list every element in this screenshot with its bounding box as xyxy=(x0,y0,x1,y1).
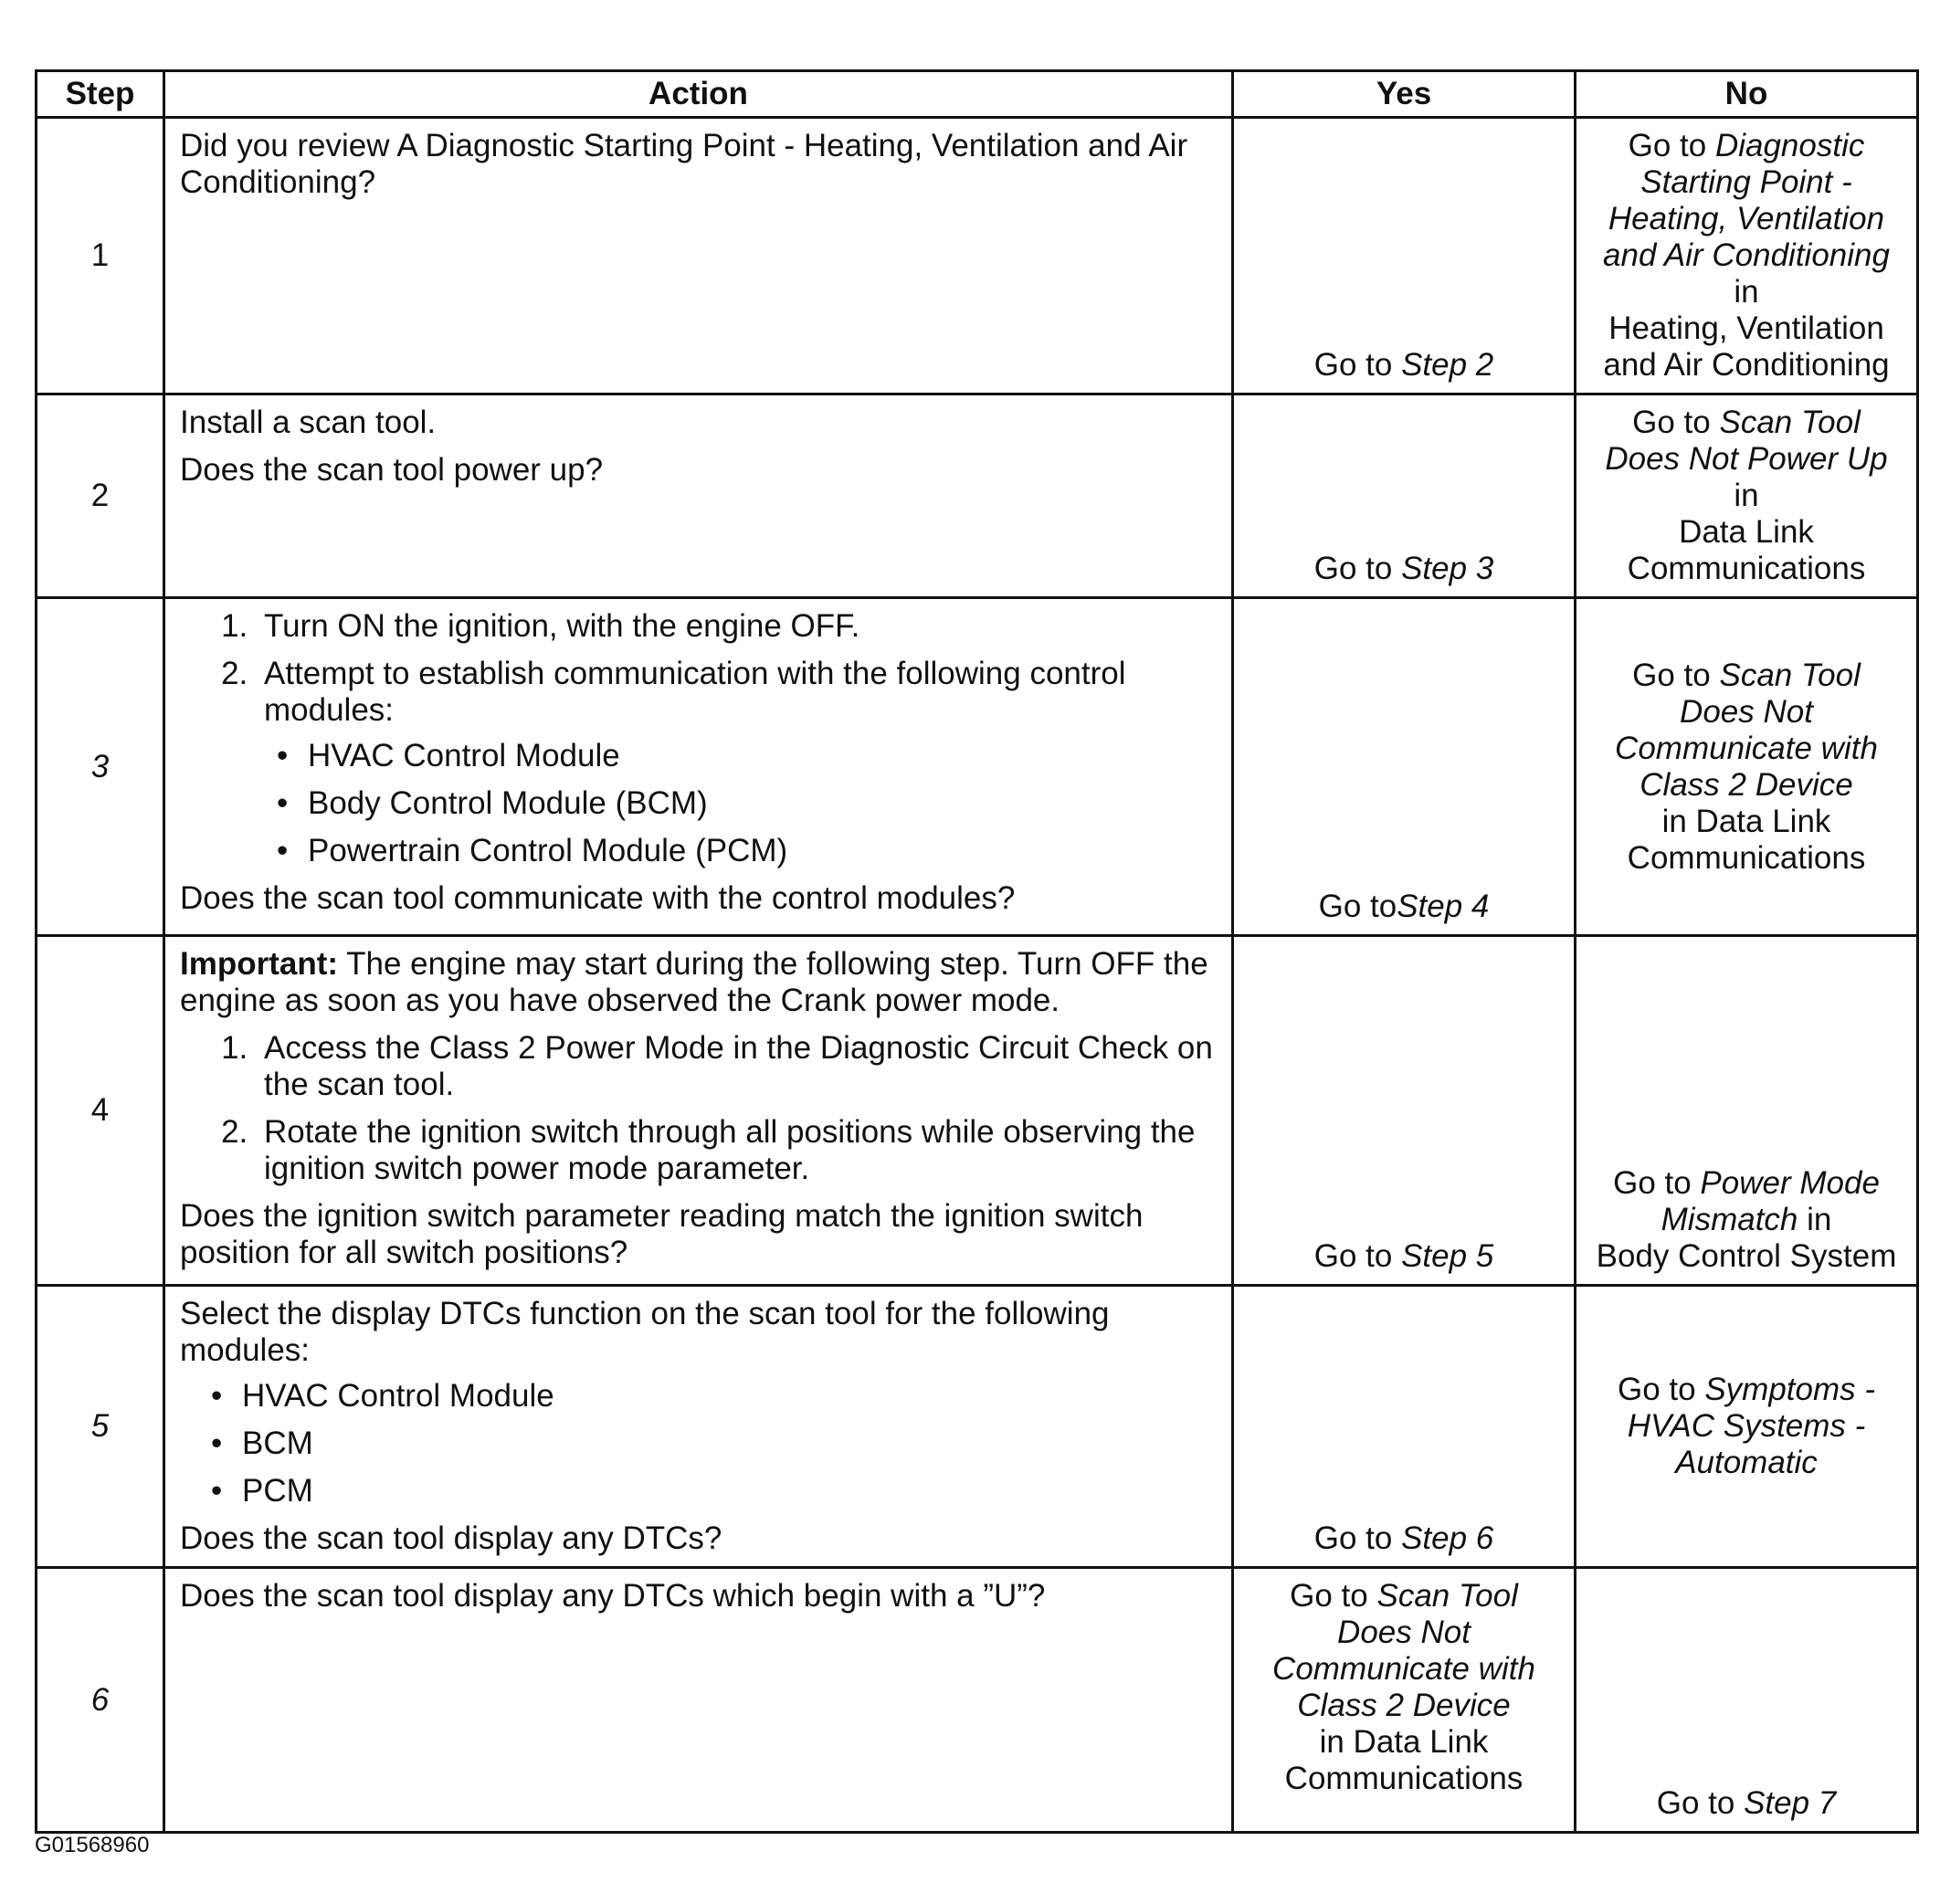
list-item-text: Attempt to establish communication with the following control modules: xyxy=(264,656,1126,728)
numbered-list xyxy=(180,608,1217,869)
bullet-item: • Body Control Module (BCM) xyxy=(277,785,1217,822)
action-cell xyxy=(164,394,1233,598)
no-cell xyxy=(1576,118,1918,394)
no-link[interactable]: Scan Tool Does Not Communicate with Class 2 Device xyxy=(1615,657,1878,803)
no-link[interactable]: Power Mode Mismatch xyxy=(1661,1165,1880,1237)
no-section: Body Control System xyxy=(1596,1238,1897,1274)
no-section: Heating, Ventilation and Air Conditioning xyxy=(1603,310,1890,383)
no-prefix: Go to xyxy=(1628,128,1715,163)
figure-id: G01568960 xyxy=(35,1833,150,1857)
no-in: in xyxy=(1734,478,1759,513)
diagnostic-table xyxy=(35,69,1919,1834)
numbered-list xyxy=(180,1030,1217,1187)
no-in: in xyxy=(1798,1202,1832,1237)
table-row xyxy=(37,936,1918,1286)
list-item: 2. Rotate the ignition switch through all positions while observing the ignition switch power mode parameter. xyxy=(257,1114,1217,1187)
action-question: Does the scan tool communicate with the control modules? xyxy=(180,880,1016,916)
yes-section: in Data Link Communications xyxy=(1284,1724,1524,1796)
list-item: 1. Turn ON the ignition, with the engine OFF. xyxy=(257,608,1217,645)
action-cell xyxy=(164,1568,1233,1833)
yes-prefix: Go to xyxy=(1313,1520,1402,1556)
yes-cell xyxy=(1233,1286,1576,1568)
header-step: Step xyxy=(37,71,164,118)
bullet-item: • Powertrain Control Module (PCM) xyxy=(277,833,1217,869)
yes-prefix: Go to xyxy=(1290,1578,1377,1614)
no-cell xyxy=(1576,936,1918,1286)
yes-cell xyxy=(1233,598,1576,936)
table-row xyxy=(37,1568,1918,1833)
yes-link[interactable]: Step 5 xyxy=(1401,1238,1494,1274)
no-cell xyxy=(1576,1286,1918,1568)
step-number: 1 xyxy=(37,118,164,394)
yes-link[interactable]: Step 4 xyxy=(1397,889,1490,924)
list-item xyxy=(257,656,1217,869)
yes-link[interactable]: Step 6 xyxy=(1401,1520,1494,1556)
action-cell xyxy=(164,118,1233,394)
important-label: Important: xyxy=(180,946,339,982)
action-question: Does the ignition switch parameter reading match the ignition switch position for all switch positions? xyxy=(180,1198,1144,1270)
step-number: 2 xyxy=(37,394,164,598)
action-text: Did you review A Diagnostic Starting Point - Heating, Ventilation and Air Conditioning? xyxy=(180,128,1188,200)
no-link[interactable]: Symptoms - HVAC Systems - Automatic xyxy=(1627,1372,1876,1480)
bullet-item: • PCM xyxy=(211,1473,1217,1510)
yes-cell xyxy=(1233,394,1576,598)
no-in: in xyxy=(1734,274,1759,310)
action-question: Does the scan tool power up? xyxy=(180,452,604,488)
diagnostic-table-container xyxy=(35,69,1916,1834)
step-number: 4 xyxy=(37,936,164,1286)
yes-prefix: Go to xyxy=(1313,1238,1402,1274)
action-question: Does the scan tool display any DTCs which begin with a ”U”? xyxy=(180,1578,1046,1614)
step-number: 6 xyxy=(37,1568,164,1833)
no-prefix: Go to xyxy=(1613,1165,1701,1201)
table-row xyxy=(37,1286,1918,1568)
yes-cell xyxy=(1233,936,1576,1286)
action-intro: Select the display DTCs function on the scan tool for the following modules: xyxy=(180,1296,1110,1368)
yes-prefix: Go to xyxy=(1318,889,1397,924)
no-cell xyxy=(1576,598,1918,936)
bullet-list xyxy=(264,738,1217,869)
step-number: 5 xyxy=(37,1286,164,1568)
no-section: Data Link Communications xyxy=(1627,514,1866,586)
important-text: The engine may start during the following step. Turn OFF the engine as soon as you have observed the Crank power mode. xyxy=(180,946,1208,1018)
action-question: Does the scan tool display any DTCs? xyxy=(180,1520,722,1556)
bullet-item: • BCM xyxy=(211,1425,1217,1462)
no-cell xyxy=(1576,1568,1918,1833)
action-cell xyxy=(164,1286,1233,1568)
table-row xyxy=(37,394,1918,598)
yes-prefix: Go to xyxy=(1313,347,1402,383)
no-prefix: Go to xyxy=(1632,405,1720,440)
yes-cell xyxy=(1233,1568,1576,1833)
table-row xyxy=(37,598,1918,936)
yes-link[interactable]: Scan Tool Does Not Communicate with Class 2 Device xyxy=(1272,1578,1535,1723)
no-prefix: Go to xyxy=(1617,1372,1705,1407)
list-item: 1. Access the Class 2 Power Mode in the Diagnostic Circuit Check on the scan tool. xyxy=(257,1030,1217,1103)
no-cell xyxy=(1576,394,1918,598)
action-instruction: Install a scan tool. xyxy=(180,405,437,440)
bullet-item: • HVAC Control Module xyxy=(211,1378,1217,1415)
yes-prefix: Go to xyxy=(1313,551,1402,586)
step-number: 3 xyxy=(37,598,164,936)
no-prefix: Go to xyxy=(1632,657,1720,693)
bullet-list xyxy=(180,1378,1217,1510)
action-cell xyxy=(164,936,1233,1286)
yes-link[interactable]: Step 3 xyxy=(1401,551,1494,586)
no-link[interactable]: Step 7 xyxy=(1744,1785,1837,1821)
header-yes: Yes xyxy=(1233,71,1576,118)
header-action: Action xyxy=(164,71,1233,118)
yes-cell xyxy=(1233,118,1576,394)
table-row xyxy=(37,118,1918,394)
no-link[interactable]: Diagnostic Starting Point - Heating, Ventilation and Air Conditioning xyxy=(1603,128,1890,273)
header-no: No xyxy=(1576,71,1918,118)
no-link[interactable]: Scan Tool Does Not Power Up xyxy=(1605,405,1888,477)
no-prefix: Go to xyxy=(1656,1785,1745,1821)
important-note xyxy=(180,946,1217,1019)
bullet-item: • HVAC Control Module xyxy=(277,738,1217,774)
table-header-row xyxy=(37,71,1918,118)
action-cell xyxy=(164,598,1233,936)
no-section: in Data Link Communications xyxy=(1627,803,1866,876)
yes-link[interactable]: Step 2 xyxy=(1401,347,1494,383)
